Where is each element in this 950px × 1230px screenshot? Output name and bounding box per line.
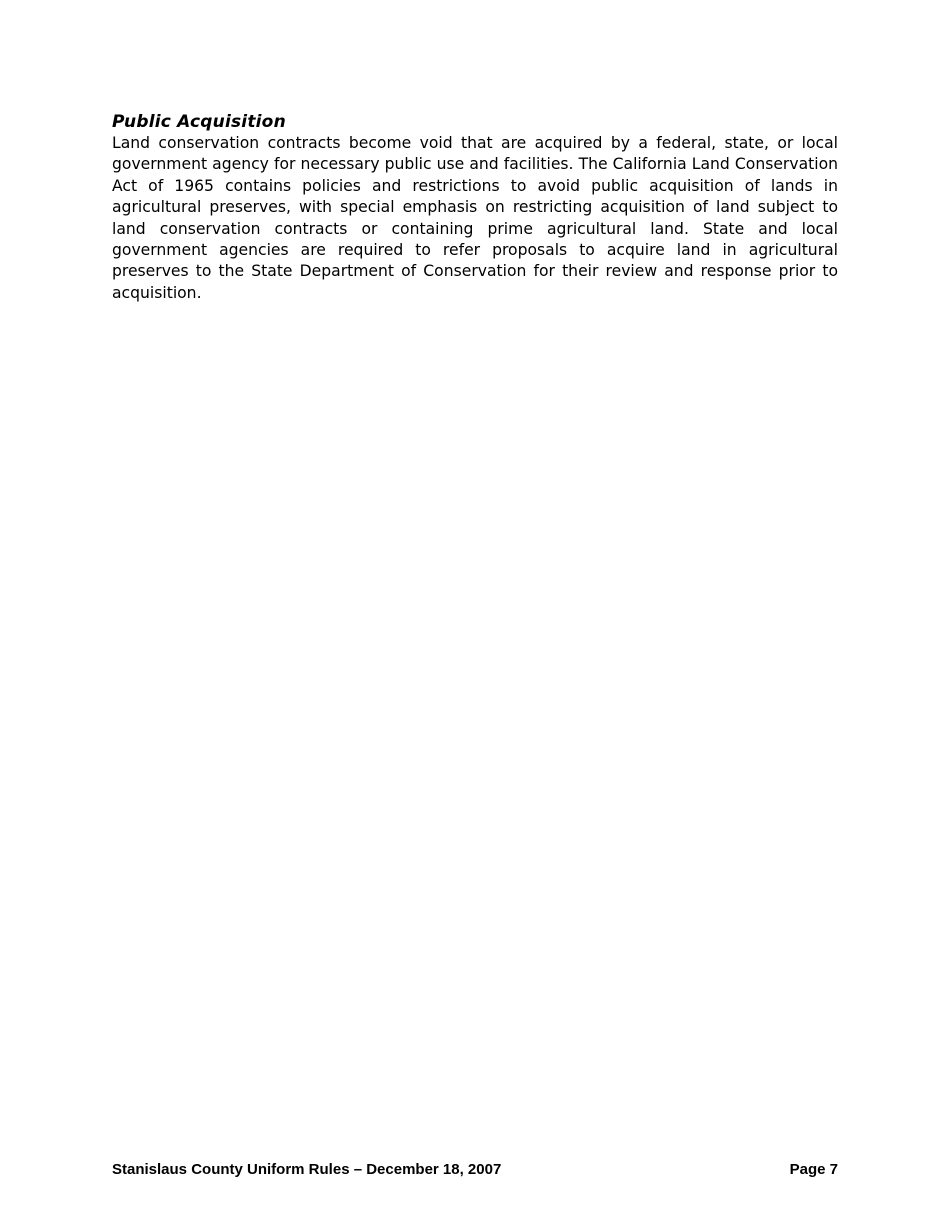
footer-document-title: Stanislaus County Uniform Rules – December 18, 2007 <box>112 1161 502 1178</box>
page-content <box>112 111 838 304</box>
page-footer <box>112 1161 838 1179</box>
section-heading: Public Acquisition <box>112 112 286 132</box>
section-body-paragraph: Land conservation contracts become void that are acquired by a federal, state, or local government agency for necessary public use and facilities. The California Land Conservation Act of 1965 contains policies and restrictions to avoid public acquisition of lands in agricultural preserves, with special emphasis on restricting acquisition of land subject to land conservation contracts or containing prime agricultural land. State and local government agencies are required to refer proposals to acquire land in agricultural preserves to the State Department of Conservation for their review and response prior to acquisition. <box>112 134 838 302</box>
footer-page-number: Page 7 <box>789 1161 838 1178</box>
